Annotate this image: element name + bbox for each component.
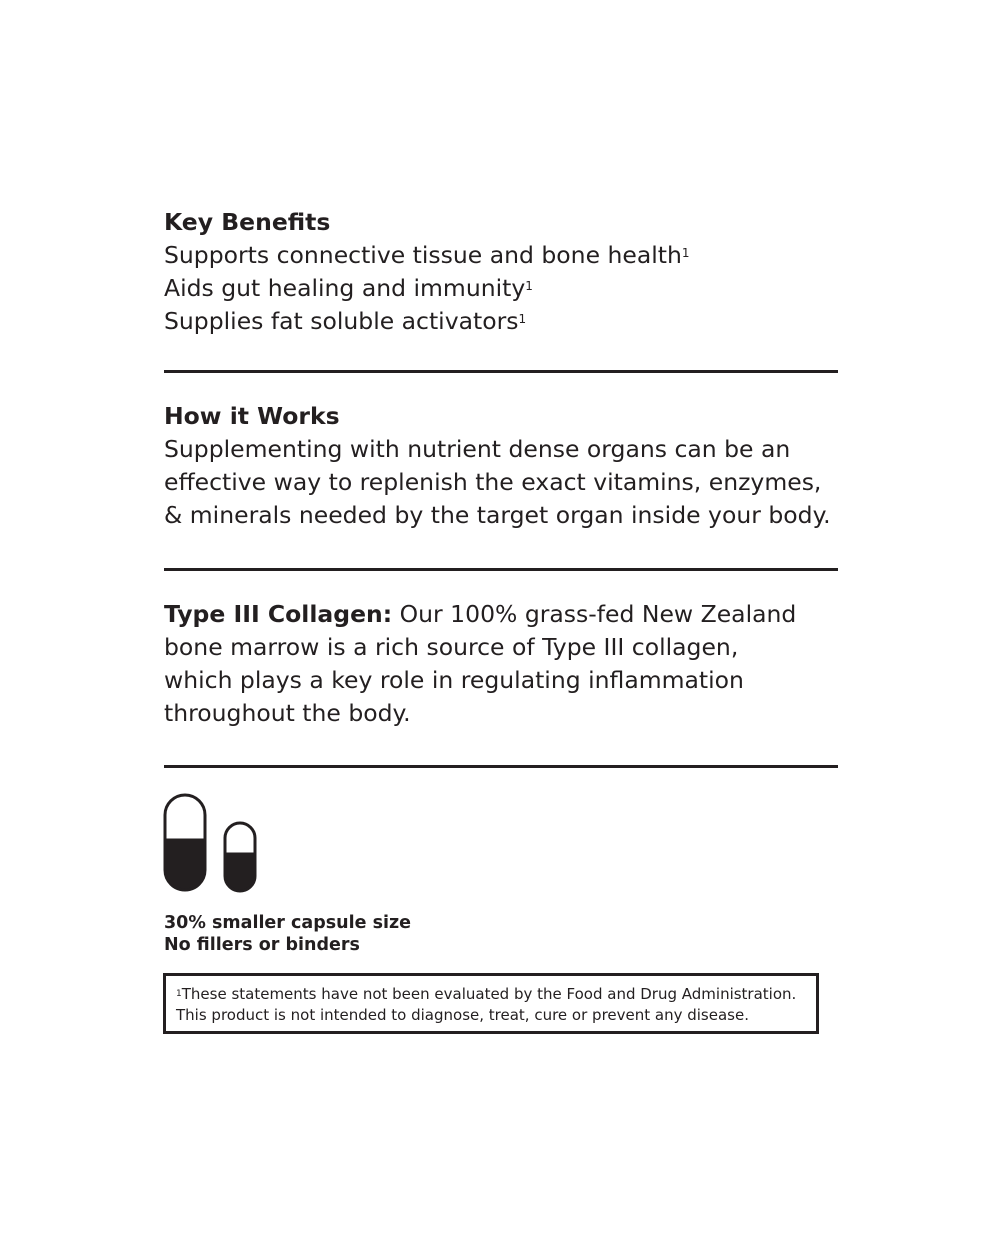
how-it-works-section: [164, 400, 831, 532]
capsule-note: No fillers or binders: [164, 935, 360, 955]
benefit-item: Supports connective tissue and bone health$^1$: [164, 241, 690, 269]
how-it-works-line: effective way to replenish the exact vitamins, enzymes,: [164, 468, 822, 496]
collagen-section: [164, 598, 796, 730]
how-it-works-line: & minerals needed by the target organ inside your body.: [164, 501, 831, 529]
section-divider: [164, 568, 838, 571]
disclaimer-line: $^1$These statements have not been evaluated by the Food and Drug Administration.: [176, 985, 797, 1003]
section-divider: [164, 765, 838, 768]
benefit-item: Aids gut healing and immunity$^1$: [164, 274, 533, 302]
capsule-note: 30% smaller capsule size: [164, 913, 412, 933]
collagen-line: throughout the body.: [164, 699, 411, 727]
fda-disclaimer-box: [163, 973, 819, 1034]
how-it-works-heading: How it Works: [164, 402, 340, 430]
disclaimer-line: This product is not intended to diagnose, treat, cure or prevent any disease.: [176, 1006, 749, 1024]
benefit-item: Supplies fat soluble activators$^1$: [164, 307, 527, 335]
collagen-line: which plays a key role in regulating inflammation: [164, 666, 744, 694]
how-it-works-line: Supplementing with nutrient dense organs can be an: [164, 435, 791, 463]
key-benefits-heading: Key Benefits: [164, 208, 331, 236]
collagen-line: Type III Collagen: Our 100% grass-fed New Zealand: [164, 600, 797, 628]
collagen-label: Type III Collagen:: [164, 600, 393, 628]
collagen-line: bone marrow is a rich source of Type III collagen,: [164, 633, 739, 661]
key-benefits-section: [164, 206, 690, 338]
capsule-size-comparison-icon: [162, 792, 262, 900]
section-divider: [164, 370, 838, 373]
capsule-notes: [164, 912, 411, 956]
